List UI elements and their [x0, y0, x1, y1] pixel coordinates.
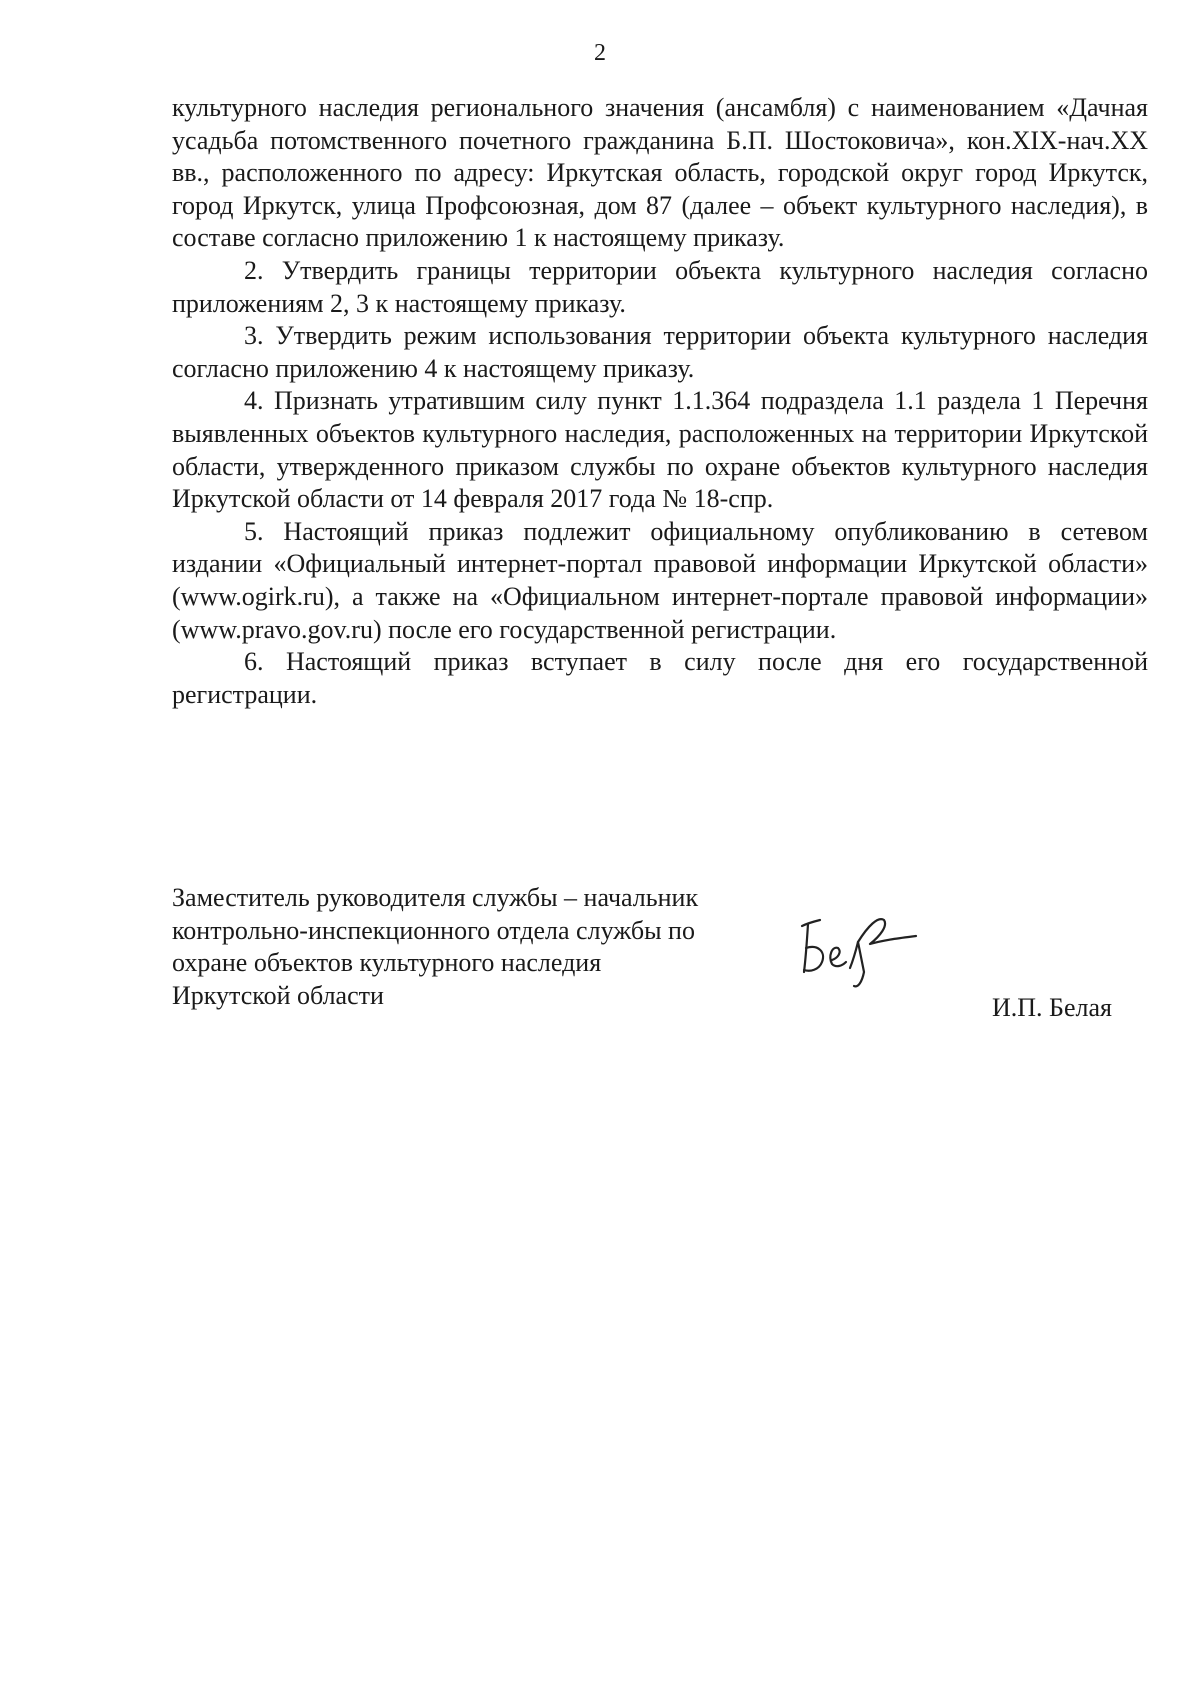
signature-block — [172, 882, 1148, 1032]
signer-title-line: охране объектов культурного наследия — [172, 948, 602, 978]
signer-name: И.П. Белая — [992, 993, 1112, 1022]
handwritten-signature — [792, 902, 922, 992]
paragraph-item-4: 4. Признать утратившим силу пункт 1.1.364 подраздела 1.1 раздела 1 Перечня выявленных объектов культурного наследия, расположенных на территории Иркутской области, утвержденного приказом службы по охране объектов культурного наследия Иркутской области от 14 февраля 2017 года № 18-спр. — [172, 386, 1148, 514]
paragraph-item-3: 3. Утвердить режим использования территории объекта культурного наследия согласно приложению 4 к настоящему приказу. — [172, 321, 1148, 383]
paragraph-continuation: культурного наследия регионального значения (ансамбля) с наименованием «Дачная усадьба потомственного почетного гражданина Б.П. Шостоковича», кон.XIX-нач.XX вв., расположенного по адресу: Иркутская область, городской округ город Иркутск, город Иркутск, улица Профсоюзная, дом 87 (далее – объект культурного наследия), в составе согласно приложению 1 к настоящему приказу. — [172, 93, 1148, 253]
paragraph-item-6: 6. Настоящий приказ вступает в силу после дня его государственной регистрации. — [172, 647, 1148, 709]
signer-title-line: Заместитель руководителя службы – начальник — [172, 883, 699, 912]
paragraph-item-5: 5. Настоящий приказ подлежит официальному опубликованию в сетевом издании «Официальный интернет-портал правовой информации Иркутской области» (www.ogirk.ru), а также на «Официальном интернет-портале правовой информации» (www.pravo.gov.ru) после его государственной регистрации. — [172, 516, 1148, 644]
paragraph-item-2: 2. Утвердить границы территории объекта культурного наследия согласно приложениям 2, 3 к настоящему приказу. — [172, 255, 1148, 318]
signer-title — [172, 882, 792, 1012]
page-number: 2 — [594, 40, 606, 66]
order-body — [172, 92, 1148, 711]
signer-title-line: контрольно-инспекционного отдела службы по — [172, 915, 695, 945]
signer-title-line: Иркутской области — [172, 980, 384, 1010]
